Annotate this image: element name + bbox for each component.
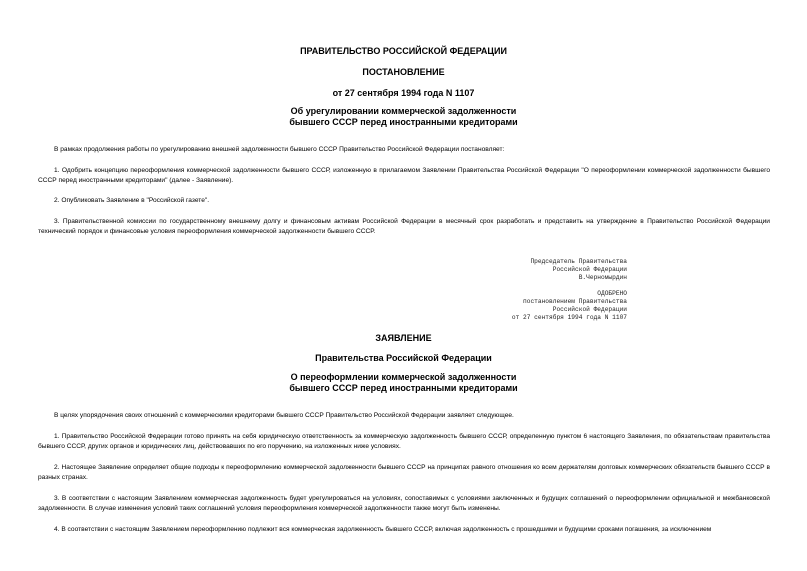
approval-line1: ОДОБРЕНО [597,290,627,297]
statement-item-2 [38,463,770,483]
statement-item-3-text: 3. В соответствии с настоящим Заявлением коммерческая задолженность будет урегулироваться на условиях, сопоставимых с условиями заключенных и будущих соглашений о переоформлении официальной и межбанковской задолженности. В случае изменения условий таких соглашений условия переоформления коммерческой задолженности также могут быть изменены. [38,495,770,512]
statement-title-line1: О переоформлении коммерческой задолженности [290,372,517,382]
signature-line3: В.Черномырдин [578,274,627,281]
decree-preamble [38,145,770,155]
approval-line3: Российской Федерации [552,306,627,313]
statement-item-3 [38,494,770,514]
approval-line2: постановлением Правительства [523,298,627,305]
decree-type: ПОСТАНОВЛЕНИЕ [362,67,445,77]
government-heading: ПРАВИТЕЛЬСТВО РОССИЙСКОЙ ФЕДЕРАЦИИ [300,46,507,56]
signature-block [427,258,627,282]
statement-item-1-text: 1. Правительство Российской Федерации готово принять на себя юридическую ответственность за коммерческую задолженность бывшего СССР, определенную пунктом 6 настоящего Заявления, по обязательствам правительства бывшего СССР, других органов и юридических лиц, действовавших по его поручению, на изложенных ниже условиях. [38,433,770,450]
statement-intro [38,411,770,421]
decree-preamble-text: В рамках продолжения работы по урегулированию внешней задолженности бывшего СССР Правительство Российской Федерации постановляет: [54,146,505,153]
statement-heading: ЗАЯВЛЕНИЕ [375,333,432,343]
decree-title-line2: бывшего СССР перед иностранными кредиторами [289,117,518,127]
decree-item-1 [38,166,770,186]
statement-item-2-text: 2. Настоящее Заявление определяет общие подходы к переоформлению коммерческой задолженности бывшего СССР на принципах равного отношения ко всем держателям долговых коммерческих обязательств бывшего СССР в разных странах. [38,464,770,481]
decree-item-2 [38,196,770,206]
statement-item-1 [38,432,770,452]
decree-item-1-text: 1. Одобрить концепцию переоформления коммерческой задолженности бывшего СССР, изложенную в прилагаемом Заявлении Правительства Российской Федерации "О переоформлении коммерческой задолженности бывшего СССР перед иностранными кредиторами" (далее - Заявление). [38,167,770,184]
statement-item-4-text: 4. В соответствии с настоящим Заявлением переоформлению подлежит вся коммерческая задолженность бывшего СССР, включая задолженность с прошедшими и будущими сроками погашения, за исключением [54,526,712,533]
statement-issuer: Правительства Российской Федерации [315,353,492,363]
statement-item-4 [38,525,770,535]
approval-block [427,290,627,322]
decree-item-2-text: 2. Опубликовать Заявление в "Российской газете". [54,197,210,204]
statement-intro-text: В целях упорядочения своих отношений с коммерческими кредиторами бывшего СССР Правительство Российской Федерации заявляет следующее. [54,412,514,419]
signature-line1: Председатель Правительства [530,258,627,265]
signature-line2: Российской Федерации [552,266,627,273]
decree-item-3 [38,217,770,237]
decree-item-3-text: 3. Правительственной комиссии по государственному внешнему долгу и финансовым активам Российской Федерации в месячный срок разработать и представить на утверждение в Правительство Российской Федерации технический порядок и финансовые условия переоформления коммерческой задолженности бывшего СССР. [38,218,770,235]
statement-title-line2: бывшего СССР перед иностранными кредиторами [289,383,518,393]
approval-line4: от 27 сентября 1994 года N 1107 [511,314,627,321]
decree-title-line1: Об урегулировании коммерческой задолженности [290,106,517,116]
decree-date-number: от 27 сентября 1994 года N 1107 [332,88,475,98]
